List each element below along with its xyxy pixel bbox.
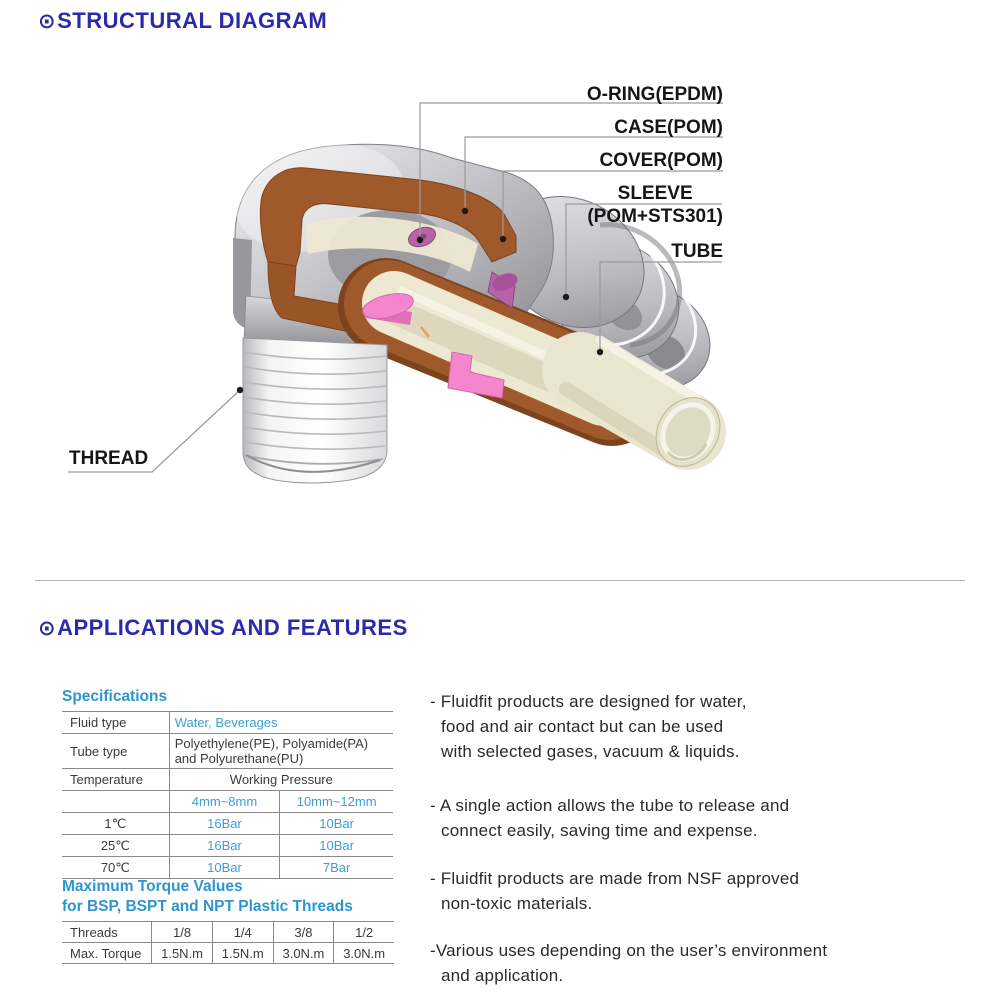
table-row — [62, 835, 393, 857]
torque-value-cell: 1.5N.m — [152, 943, 213, 964]
table-row — [62, 769, 393, 791]
pressure-cell: 7Bar — [280, 857, 393, 879]
pressure-cell: 16Bar — [169, 835, 280, 857]
torque-table — [62, 921, 394, 964]
torque-title-line2: for BSP, BSPT and NPT Plastic Threads — [62, 898, 353, 915]
feature-line: with selected gases, vacuum & liquids. — [441, 742, 740, 761]
specifications-title: Specifications — [62, 688, 168, 705]
section-divider — [35, 580, 965, 581]
empty-cell — [62, 791, 169, 813]
thread-size-cell: 3/8 — [273, 922, 334, 943]
table-row — [62, 857, 393, 879]
temp-cell: 70℃ — [62, 857, 169, 879]
label-case: CASE(POM) — [614, 117, 723, 138]
specifications-block — [62, 687, 402, 879]
working-pressure-label: Working Pressure — [169, 769, 393, 791]
torque-title-line1: Maximum Torque Values — [62, 878, 243, 895]
pressure-cell: 16Bar — [169, 813, 280, 835]
temp-cell: 25℃ — [62, 835, 169, 857]
thread-size-cell: 1/4 — [212, 922, 273, 943]
max-torque-label: Max. Torque — [62, 943, 152, 964]
label-sleeve-line2: (POM+STS301) — [587, 206, 723, 227]
torque-value-cell: 3.0N.m — [334, 943, 394, 964]
thread-size-cell: 1/2 — [334, 922, 394, 943]
feature-line: and application. — [441, 966, 564, 985]
feature-line: non-toxic materials. — [441, 894, 593, 913]
label-tube: TUBE — [671, 241, 723, 262]
torque-value-cell: 1.5N.m — [212, 943, 273, 964]
threads-label: Threads — [62, 922, 152, 943]
tube-type-value: Polyethylene(PE), Polyamide(PA) and Polyurethane(PU) — [169, 734, 393, 769]
structural-diagram-title-text: STRUCTURAL DIAGRAM — [57, 8, 328, 33]
list-item — [430, 793, 990, 843]
pressure-cell: 10Bar — [280, 813, 393, 835]
list-item — [430, 689, 990, 764]
table-row — [62, 922, 394, 943]
torque-value-cell: 3.0N.m — [273, 943, 334, 964]
feature-line: connect easily, saving time and expense. — [441, 821, 758, 840]
applications-features-title-text: APPLICATIONS AND FEATURES — [57, 615, 408, 640]
size-col1-header: 4mm~8mm — [169, 791, 280, 813]
temperature-label: Temperature — [62, 769, 169, 791]
table-row — [62, 734, 393, 769]
specifications-table — [62, 711, 393, 879]
feature-line: - Fluidfit products are designed for water, — [430, 692, 747, 711]
feature-line: food and air contact but can be used — [441, 717, 724, 736]
feature-line: - A single action allows the tube to release and — [430, 796, 790, 815]
circled-dot-icon: ⊙ — [38, 616, 57, 640]
label-cover: COVER(POM) — [599, 150, 723, 171]
table-row — [62, 813, 393, 835]
list-item — [430, 866, 990, 916]
temp-cell: 1℃ — [62, 813, 169, 835]
label-sleeve-line1: SLEEVE — [617, 183, 693, 204]
feature-line: - Fluidfit products are made from NSF approved — [430, 869, 800, 888]
applications-features-title — [38, 615, 408, 641]
label-oring: O-RING(EPDM) — [586, 84, 723, 105]
fluid-type-value: Water, Beverages — [169, 712, 393, 734]
features-list — [430, 689, 990, 1000]
label-sleeve — [587, 182, 723, 228]
list-item — [430, 938, 990, 988]
size-col2-header: 10mm~12mm — [280, 791, 393, 813]
pressure-cell: 10Bar — [280, 835, 393, 857]
thread-size-cell: 1/8 — [152, 922, 213, 943]
table-row — [62, 943, 394, 964]
thread-part — [243, 338, 387, 483]
fluid-type-label: Fluid type — [62, 712, 169, 734]
table-row — [62, 791, 393, 813]
label-thread: THREAD — [69, 448, 149, 469]
feature-line: -Various uses depending on the user’s environment — [430, 941, 828, 960]
torque-block — [62, 877, 402, 964]
circled-dot-icon: ⊙ — [38, 9, 57, 33]
table-row — [62, 712, 393, 734]
tube-type-label: Tube type — [62, 734, 169, 769]
pressure-cell: 10Bar — [169, 857, 280, 879]
